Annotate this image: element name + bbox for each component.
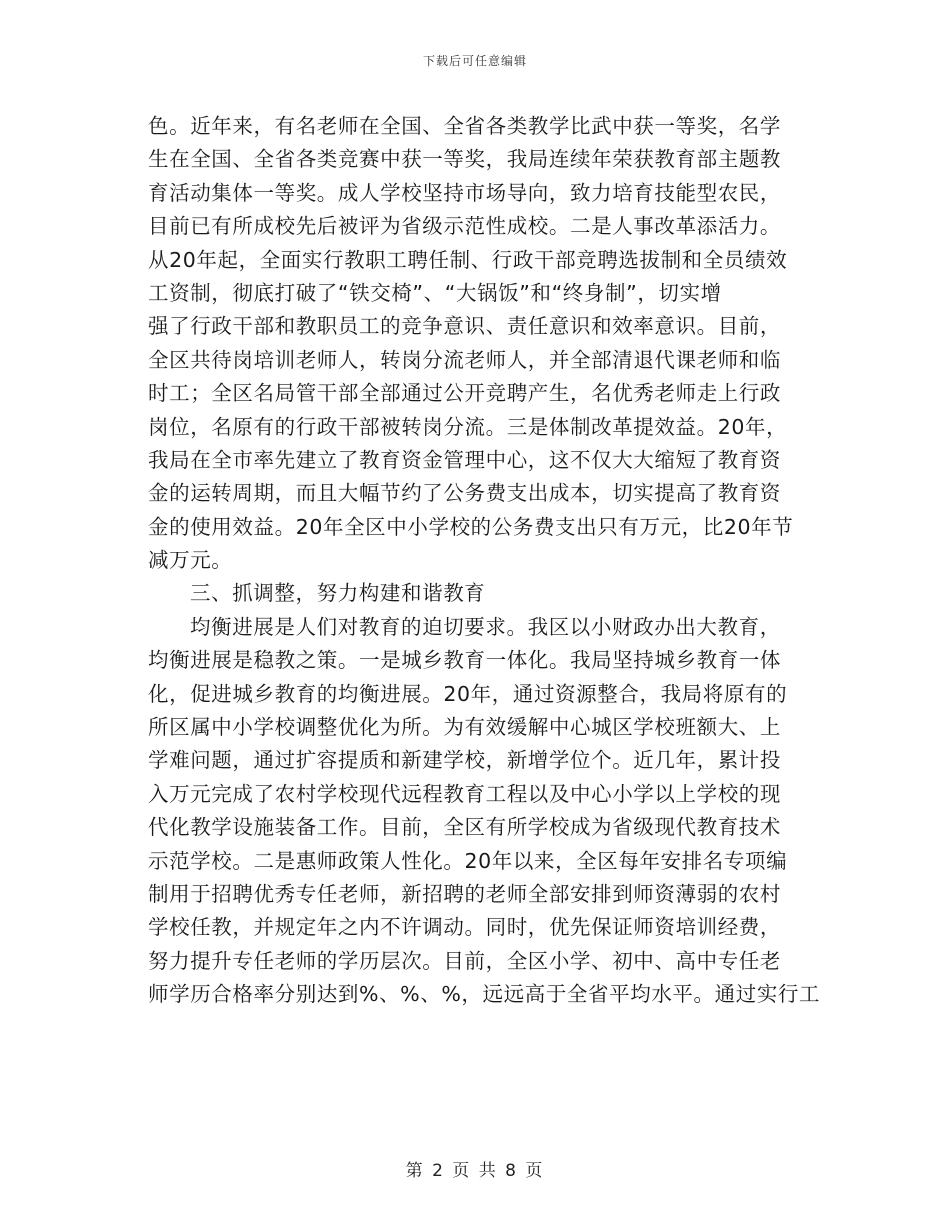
text-line: 三、抓调整，努力构建和谐教育 — [190, 581, 486, 606]
text-line: 减万元。 — [148, 548, 233, 573]
text-line: 从20年起，全面实行教职工聘任制、行政干部竞聘选拔制和全员绩效 — [148, 247, 788, 272]
text-line: 强了行政干部和教职员工的竞争意识、责任意识和效率意识。目前， — [148, 314, 781, 339]
text-line: 金的使用效益。20年全区中小学校的公务费支出只有万元，比20年节 — [148, 514, 794, 539]
text-line: 生在全国、全省各类竞赛中获一等奖，我局连续年荣获教育部主题教 — [148, 147, 781, 172]
page-header: 下载后可任意编辑 — [422, 54, 527, 68]
text-line: 时工；全区名局管干部全部通过公开竞聘产生，名优秀老师走上行政 — [148, 381, 781, 406]
text-line: 代化教学设施装备工作。目前，全区有所学校成为省级现代教育技术 — [148, 815, 781, 840]
page-footer: 第 2 页 共 8 页 — [405, 1161, 545, 1181]
text-line: 岗位，名原有的行政干部被转岗分流。三是体制改革提效益。20年， — [148, 414, 788, 439]
text-line: 学校任教，并规定年之内不许调动。同时，优先保证师资培训经费， — [148, 915, 781, 940]
text-line: 色。近年来，有名老师在全国、全省各类教学比武中获一等奖，名学 — [148, 114, 781, 138]
text-line: 所区属中小学校调整优化为所。为有效缓解中心城区学校班额大、上 — [148, 715, 781, 740]
text-line: 金的运转周期，而且大幅节约了公务费支出成本，切实提高了教育资 — [148, 481, 781, 506]
text-line: 均衡进展是稳教之策。一是城乡教育一体化。我局坚持城乡教育一体 — [148, 648, 781, 673]
text-line: 目前已有所成校先后被评为省级示范性成校。二是人事改革添活力。 — [148, 214, 781, 239]
text-line: 制用于招聘优秀专任老师，新招聘的老师全部安排到师资薄弱的农村 — [148, 881, 781, 906]
text-line: 育活动集体一等奖。成人学校坚持市场导向，致力培育技能型农民， — [148, 180, 781, 205]
text-line: 全区共待岗培训老师人，转岗分流老师人，并全部清退代课老师和临 — [148, 347, 781, 372]
text-line: 学难问题，通过扩容提质和新建学校，新增学位个。近几年，累计投 — [148, 748, 781, 773]
text-line: 入万元完成了农村学校现代远程教育工程以及中心小学以上学校的现 — [148, 781, 781, 806]
body-text — [148, 110, 821, 1012]
text-line: 努力提升专任老师的学历层次。目前，全区小学、初中、高中专任老 — [148, 948, 781, 973]
text-line: 均衡进展是人们对教育的迫切要求。我区以小财政办出大教育， — [190, 614, 781, 639]
text-line: 示范学校。二是惠师政策人性化。20年以来，全区每年安排名专项编 — [148, 848, 788, 873]
text-line: 我局在全市率先建立了教育资金管理中心，这不仅大大缩短了教育资 — [148, 447, 781, 472]
text-line: 师学历合格率分别达到%、%、%，远远高于全省平均水平。通过实行工 — [148, 982, 821, 1007]
text-line: 工资制，彻底打破了“铁交椅”、“大锅饭”和“终身制”，切实增 — [148, 280, 722, 305]
text-line: 化，促进城乡教育的均衡进展。20年，通过资源整合，我局将原有的 — [148, 681, 788, 706]
